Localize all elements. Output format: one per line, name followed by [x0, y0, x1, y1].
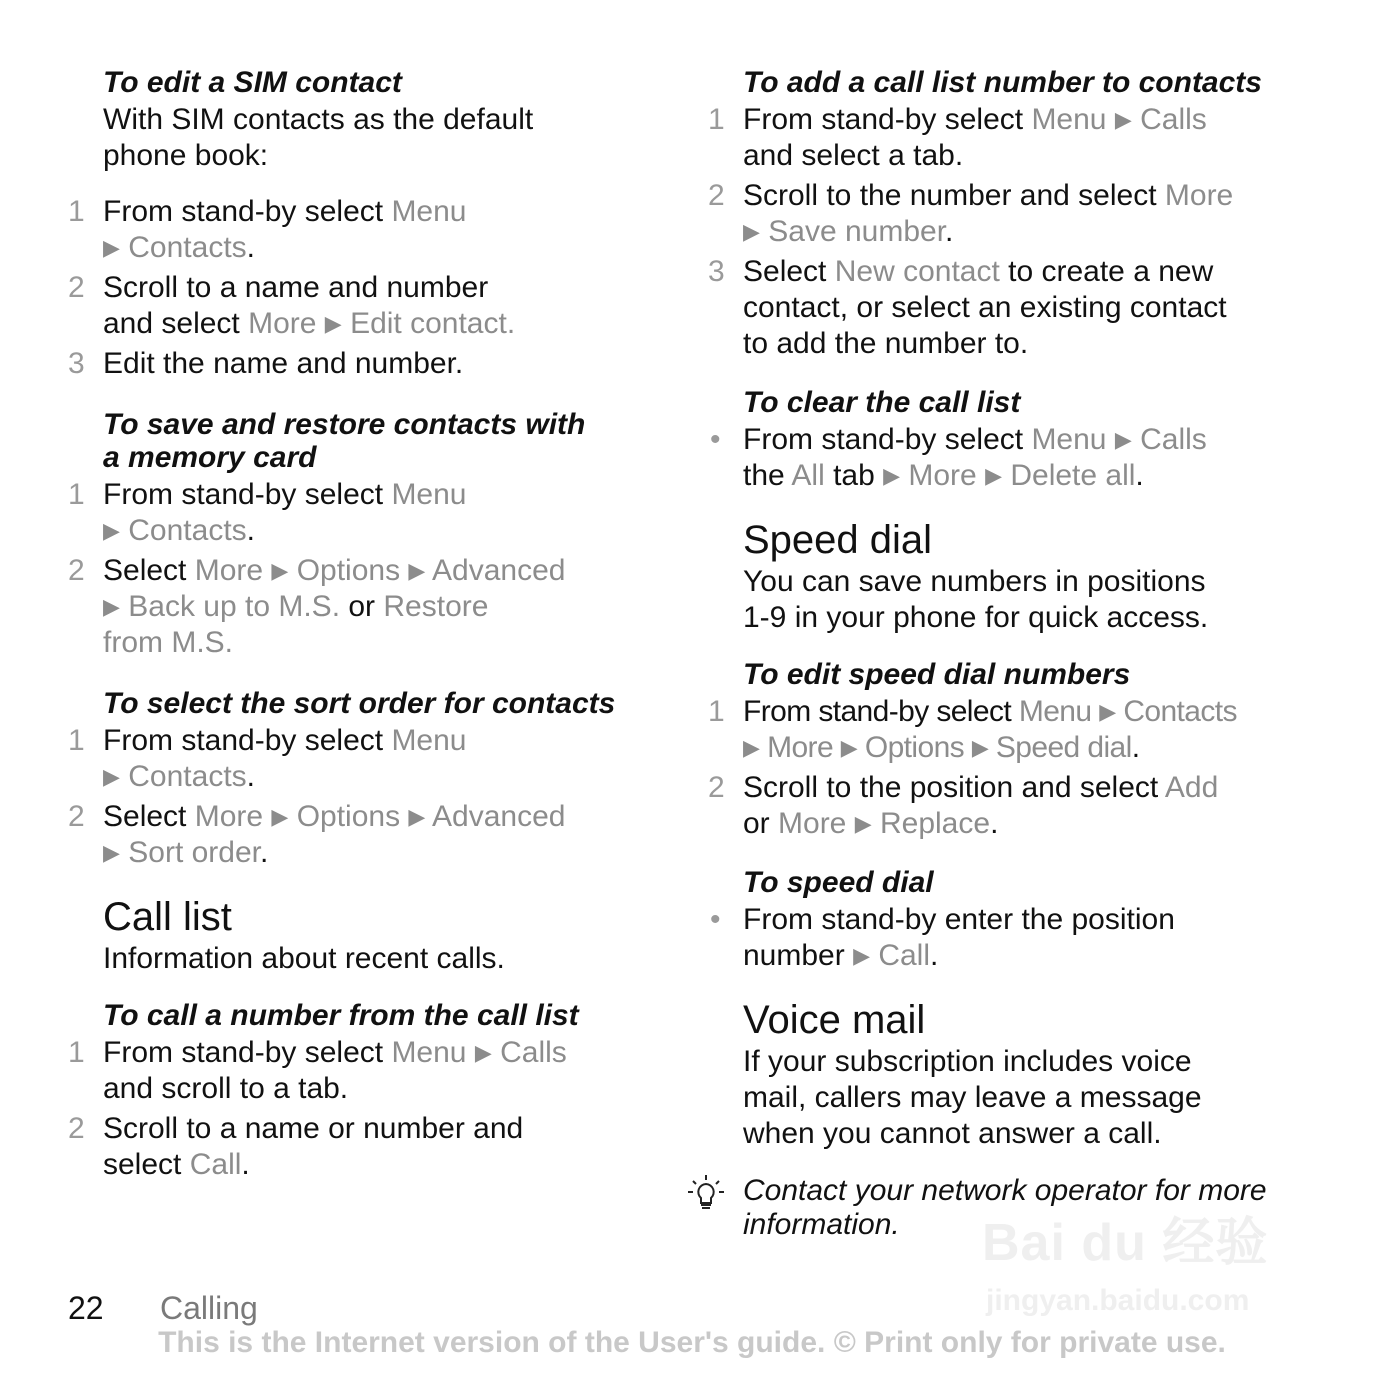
step-number: 1 [68, 195, 85, 228]
menu-item: Menu [391, 195, 467, 228]
step: 1 From stand-by select Menu ▶ Contacts. [68, 195, 467, 264]
menu-item: from M.S. [103, 626, 234, 659]
right-column [708, 66, 1328, 1242]
menu-item: Calls [1140, 423, 1207, 456]
menu-item: Options [864, 731, 965, 764]
menu-item: Menu [1031, 423, 1107, 456]
step-number: 2 [68, 800, 85, 833]
menu-item: More [194, 800, 264, 833]
paragraph: You can save numbers in positions 1-9 in your phone for quick access. [743, 565, 1209, 634]
tip-note: Contact your network operator for more information. [708, 1174, 1328, 1242]
menu-item: Replace [879, 807, 991, 840]
arrow-icon: ▶ [853, 943, 870, 968]
arrow-icon: ▶ [408, 804, 426, 829]
menu-item: Options [296, 800, 401, 833]
menu-item: Options [296, 554, 401, 587]
step-number: 1 [68, 478, 85, 511]
step-number: 1 [68, 724, 85, 757]
arrow-icon: ▶ [103, 764, 120, 789]
section-heading: Voice mail [743, 998, 926, 1042]
menu-item: Calls [1140, 103, 1207, 136]
page-number: 22 [68, 1290, 104, 1326]
step-number: 1 [708, 103, 725, 136]
arrow-icon: ▶ [1114, 107, 1132, 132]
paragraph: With SIM contacts as the default phone book: [103, 103, 534, 172]
arrow-icon: ▶ [324, 311, 342, 336]
step: 2 Scroll to a name and number and select More ▶ Edit contact. [68, 271, 516, 340]
arrow-icon: ▶ [743, 735, 760, 760]
step: 1 From stand-by select Menu ▶ Contacts ▶ More ▶ Options ▶ Speed dial. [708, 695, 1237, 764]
menu-item: Contacts [128, 760, 247, 793]
step-number: 2 [68, 271, 85, 304]
arrow-icon: ▶ [408, 558, 426, 583]
procedure-title: To call a number from the call list [103, 999, 579, 1032]
step-number: 2 [68, 554, 85, 587]
arrow-icon: ▶ [271, 558, 289, 583]
menu-item: More [778, 807, 847, 840]
step: 3 Edit the name and number. [68, 347, 464, 380]
menu-item: Menu [1031, 103, 1107, 136]
arrow-icon: ▶ [971, 735, 989, 760]
menu-item: Save number [768, 215, 946, 248]
step: 2 Scroll to the number and select More ▶ Save number. [708, 179, 1234, 248]
menu-item: New contact [834, 255, 1000, 288]
step: 2 Select More ▶ Options ▶ Advanced ▶ Back up to M.S. or Restore from M.S. [68, 554, 566, 659]
watermark-brand: Bai du 经验 [982, 1214, 1269, 1272]
left-column [68, 66, 648, 1187]
menu-item: Delete all [1010, 459, 1136, 492]
menu-item: Calls [500, 1036, 567, 1069]
step: 2 Scroll to the position and select Add or More ▶ Replace. [708, 771, 1219, 840]
bullet-icon: • [710, 903, 721, 936]
step: 2 Select More ▶ Options ▶ Advanced ▶ Sort order. [68, 800, 566, 869]
footer-note: This is the Internet version of the User's guide. © Print only for private use. [158, 1326, 1226, 1359]
procedure-title: To clear the call list [743, 386, 1021, 419]
step-number: 1 [68, 1036, 85, 1069]
arrow-icon: ▶ [743, 219, 760, 244]
menu-item: Add [1164, 771, 1219, 804]
paragraph: If your subscription includes voice mail, callers may leave a message when you cannot answer a call. [743, 1045, 1202, 1150]
section-name: Calling [160, 1290, 258, 1326]
procedure-title: To select the sort order for contacts [103, 687, 616, 720]
step-number: 3 [708, 255, 725, 288]
step-number: 3 [68, 347, 85, 380]
menu-item: Advanced [432, 800, 566, 833]
step: 3 Select New contact to create a new contact, or select an existing contact to add the number to. [708, 255, 1227, 360]
menu-item: More [194, 554, 264, 587]
bullet-step: • From stand-by select Menu ▶ Calls the All tab ▶ More ▶ Delete all. [710, 423, 1207, 492]
step: 1 From stand-by select Menu ▶ Contacts. [68, 478, 467, 547]
menu-item: More [1164, 179, 1234, 212]
procedure-title: To add a call list number to contacts [743, 66, 1262, 99]
menu-item: Back up to M.S. [128, 590, 341, 623]
arrow-icon: ▶ [103, 594, 120, 619]
watermark [982, 1200, 1302, 1320]
arrow-icon: ▶ [840, 735, 858, 760]
menu-item: Sort order [128, 836, 260, 869]
menu-item: Menu [1018, 695, 1092, 728]
menu-item: Menu [391, 478, 467, 511]
step-number: 2 [708, 771, 725, 804]
menu-item: Speed dial [995, 731, 1132, 764]
arrow-icon: ▶ [1114, 427, 1132, 452]
arrow-icon: ▶ [271, 804, 289, 829]
procedure-title: To edit speed dial numbers [743, 658, 1131, 691]
arrow-icon: ▶ [103, 235, 120, 260]
bullet-step: • From stand-by enter the position number ▶ Call. [710, 903, 1175, 972]
procedure-title: To edit a SIM contact [103, 66, 402, 99]
arrow-icon: ▶ [103, 518, 120, 543]
menu-item: Menu [391, 1036, 467, 1069]
step: 2 Scroll to a name or number and select Call. [68, 1112, 524, 1181]
arrow-icon: ▶ [985, 463, 1002, 488]
menu-item: More [767, 731, 834, 764]
menu-item: Call [878, 939, 931, 972]
menu-item: Menu [391, 724, 467, 757]
watermark-url: jingyan.baidu.com [986, 1284, 1250, 1317]
arrow-icon: ▶ [854, 811, 872, 836]
step: 1 From stand-by select Menu ▶ Contacts. [68, 724, 467, 793]
menu-item: Contacts [1123, 695, 1237, 728]
step: 1 From stand-by select Menu ▶ Calls and scroll to a tab. [68, 1036, 567, 1105]
bullet-icon: • [710, 423, 721, 456]
procedure-title: To save and restore contacts with a memory card [103, 408, 586, 474]
procedure-title: To speed dial [743, 866, 934, 899]
arrow-icon: ▶ [883, 463, 901, 488]
section-heading: Speed dial [743, 518, 933, 562]
menu-item: Call [189, 1148, 242, 1181]
menu-item: More [908, 459, 977, 492]
menu-item: Edit contact. [350, 307, 516, 340]
arrow-icon: ▶ [1099, 699, 1116, 724]
menu-item: More [248, 307, 317, 340]
step-number: 2 [708, 179, 725, 212]
step-number: 1 [708, 695, 725, 728]
step-number: 2 [68, 1112, 85, 1145]
menu-item: All [791, 459, 825, 492]
menu-item: Contacts [128, 231, 247, 264]
step: 1 From stand-by select Menu ▶ Calls and select a tab. [708, 103, 1207, 172]
arrow-icon: ▶ [474, 1040, 492, 1065]
menu-item: Contacts [128, 514, 247, 547]
lightbulb-icon [684, 1172, 728, 1216]
section-heading: Call list [103, 895, 232, 939]
paragraph: Information about recent calls. [103, 942, 505, 975]
menu-item: Restore [383, 590, 489, 623]
menu-item: Advanced [432, 554, 566, 587]
arrow-icon: ▶ [103, 840, 120, 865]
